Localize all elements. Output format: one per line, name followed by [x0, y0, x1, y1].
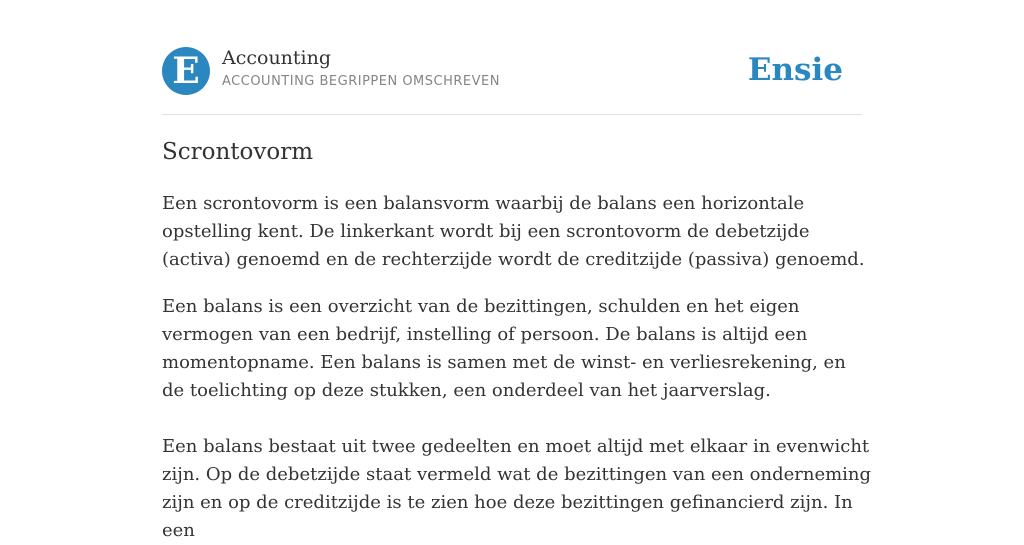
- site-logo[interactable]: E: [162, 47, 210, 95]
- site-header: [162, 46, 862, 115]
- article-title: Scrontovorm: [162, 139, 314, 165]
- article-paragraph: Een balans is een overzicht van de bezittingen, schulden en het eigen vermogen van een bedrijf, instelling of persoon. De balans is altijd een momentopname. Een balans is samen met de winst- en verliesrekening, en de toelichting op deze stukken, een onderdeel van het jaarverslag.: [162, 296, 846, 401]
- article-body: [162, 190, 872, 545]
- brand-logo[interactable]: Ensie: [747, 52, 843, 88]
- article-paragraph: Een balans bestaat uit twee gedeelten en moet altijd met elkaar in evenwicht zijn. Op de debetzijde staat vermeld wat de bezittingen van een onderneming zijn en op de creditzijde is te zien hoe deze bezittingen gefinancierd zijn. In een: [162, 436, 872, 541]
- article-paragraph: Een scrontovorm is een balansvorm waarbij de balans een horizontale opstelling kent. De linkerkant wordt bij een scrontovorm de debetzijde (activa) genoemd en de rechterzijde wordt de creditzijde (passiva) genoemd.: [162, 193, 865, 270]
- site-title[interactable]: Accounting: [222, 47, 332, 69]
- site-subtitle: ACCOUNTING BEGRIPPEN OMSCHREVEN: [222, 74, 500, 89]
